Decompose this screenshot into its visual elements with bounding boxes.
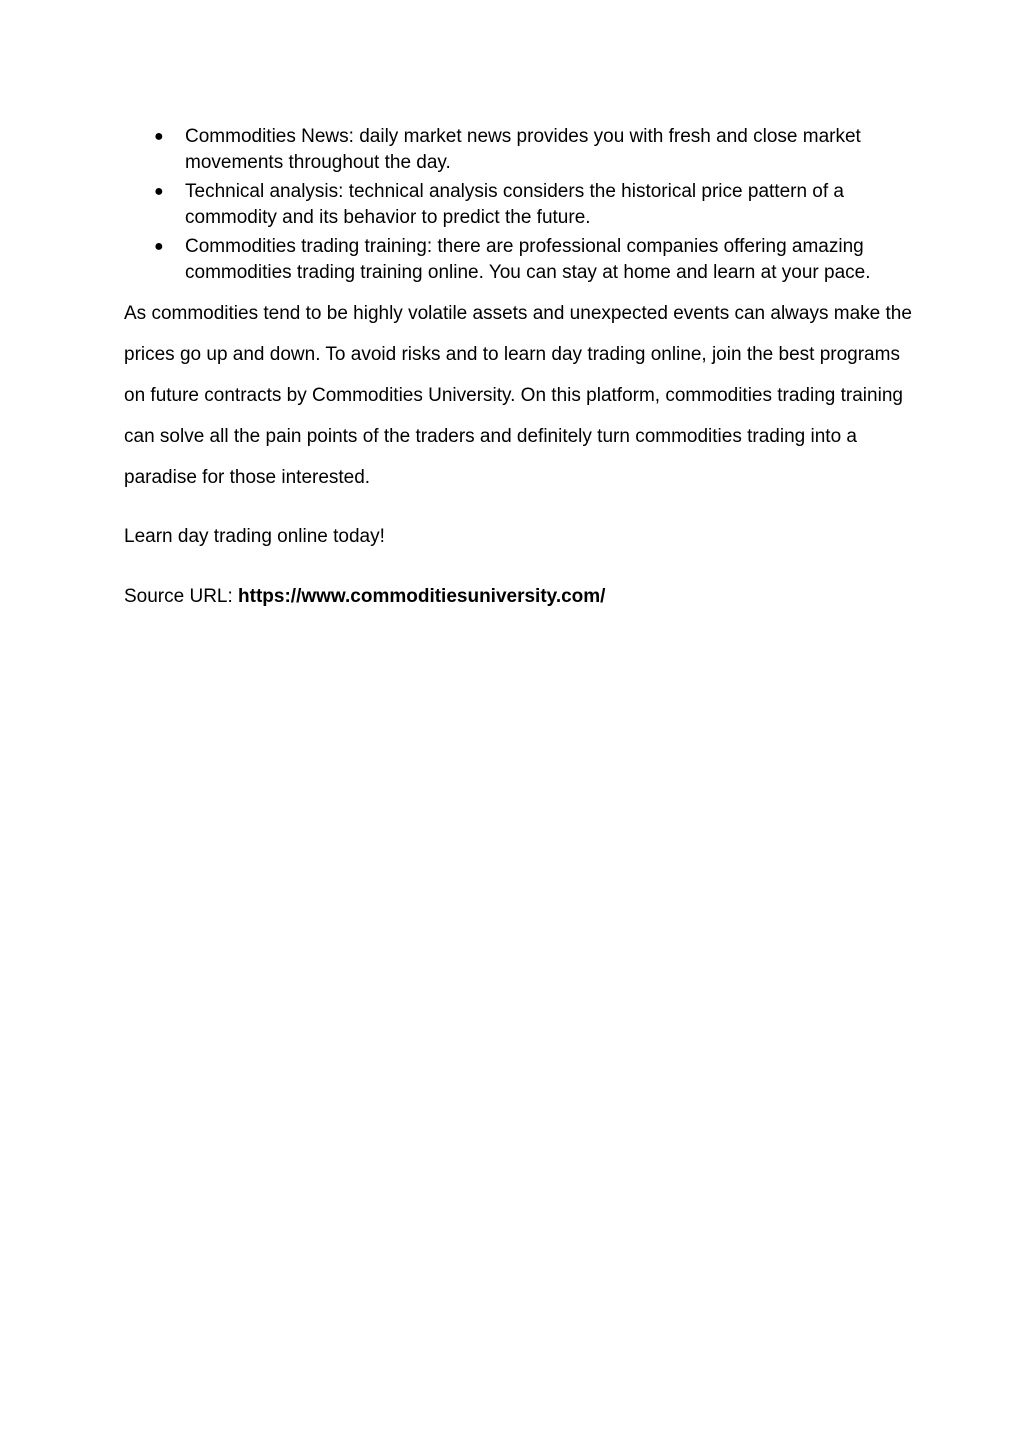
source-line	[124, 584, 914, 610]
bullet-text: Commodities News: daily market news provides you with fresh and close market movements throughout the day.	[185, 126, 861, 173]
bullet-text: Technical analysis: technical analysis considers the historical price pattern of a commodity and its behavior to predict the future.	[185, 181, 844, 228]
body-paragraph: As commodities tend to be highly volatile assets and unexpected events can always make the prices go up and down. To avoid risks and to learn day trading online, join the best programs on future contracts by Commodities University. On this platform, commodities trading training can solve all the pain points of the traders and definitely turn commodities trading into a paradise for those interested.	[124, 303, 912, 488]
bullet-icon: ●	[154, 128, 164, 145]
list-item	[124, 124, 914, 176]
bullet-icon: ●	[154, 238, 164, 255]
bullet-list	[124, 124, 914, 289]
source-label: Source URL:	[124, 586, 239, 607]
list-item	[124, 179, 914, 231]
list-item	[124, 234, 914, 286]
bullet-icon: ●	[154, 183, 164, 200]
bullet-text: Commodities trading training: there are professional companies offering amazing commodities trading training online. You can stay at home and learn at your pace.	[185, 236, 871, 283]
call-to-action-text: Learn day trading online today!	[124, 526, 385, 547]
source-url-link[interactable]: https://www.commoditiesuniversity.com/	[238, 586, 606, 607]
